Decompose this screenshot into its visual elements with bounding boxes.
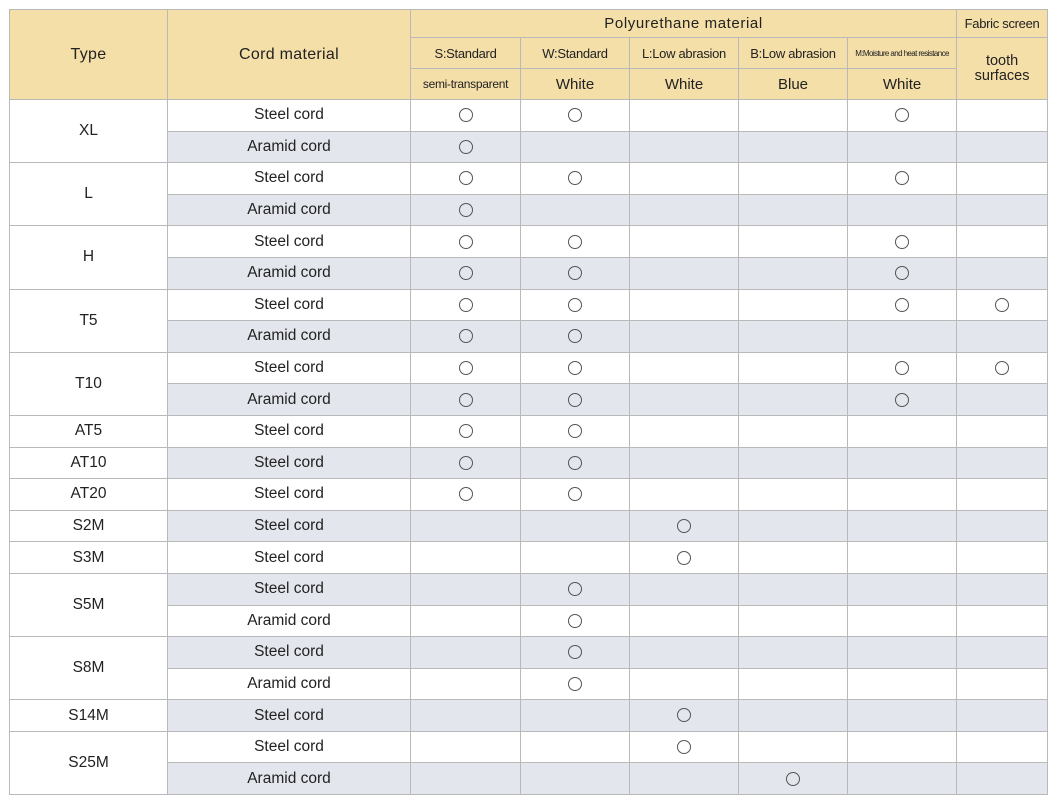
availability-cell xyxy=(848,573,957,605)
availability-cell xyxy=(848,194,957,226)
availability-cell xyxy=(411,289,521,321)
availability-cell xyxy=(848,321,957,353)
cord-material-cell: Steel cord xyxy=(168,731,411,763)
availability-cell xyxy=(411,257,521,289)
available-circle-icon xyxy=(995,298,1009,312)
availability-cell xyxy=(411,668,521,700)
availability-cell xyxy=(739,131,848,163)
availability-cell xyxy=(848,415,957,447)
availability-cell xyxy=(739,289,848,321)
available-circle-icon xyxy=(459,456,473,470)
cord-material-cell: Aramid cord xyxy=(168,605,411,637)
availability-cell xyxy=(957,415,1048,447)
available-circle-icon xyxy=(459,298,473,312)
cord-material-cell: Steel cord xyxy=(168,542,411,574)
availability-cell xyxy=(521,763,630,795)
availability-cell xyxy=(630,447,739,479)
belt-type-cell: T5 xyxy=(10,289,168,352)
availability-cell xyxy=(411,573,521,605)
cord-material-cell: Steel cord xyxy=(168,479,411,511)
availability-cell xyxy=(848,700,957,732)
availability-cell xyxy=(739,542,848,574)
cord-material-cell: Aramid cord xyxy=(168,194,411,226)
availability-cell xyxy=(521,352,630,384)
availability-cell xyxy=(521,510,630,542)
availability-cell xyxy=(411,605,521,637)
belt-type-cell: AT5 xyxy=(10,415,168,447)
table-row xyxy=(10,573,1048,605)
availability-cell xyxy=(630,731,739,763)
availability-cell xyxy=(521,289,630,321)
available-circle-icon xyxy=(459,203,473,217)
availability-cell xyxy=(848,226,957,258)
availability-cell xyxy=(848,542,957,574)
availability-cell xyxy=(630,700,739,732)
availability-cell xyxy=(739,194,848,226)
availability-cell xyxy=(848,163,957,195)
availability-cell xyxy=(521,321,630,353)
availability-cell xyxy=(957,289,1048,321)
availability-cell xyxy=(521,100,630,132)
belt-type-cell: S14M xyxy=(10,700,168,732)
available-circle-icon xyxy=(895,171,909,185)
available-circle-icon xyxy=(459,329,473,343)
availability-cell xyxy=(739,700,848,732)
belt-type-cell: S25M xyxy=(10,731,168,794)
availability-cell xyxy=(630,131,739,163)
availability-cell xyxy=(521,163,630,195)
available-circle-icon xyxy=(568,266,582,280)
availability-cell xyxy=(630,763,739,795)
availability-cell xyxy=(739,352,848,384)
availability-cell xyxy=(957,637,1048,669)
available-circle-icon xyxy=(677,740,691,754)
available-circle-icon xyxy=(677,519,691,533)
availability-cell xyxy=(411,163,521,195)
belt-type-cell: S3M xyxy=(10,542,168,574)
availability-cell xyxy=(739,321,848,353)
tooth-surfaces-header: tooth surfaces xyxy=(957,38,1048,100)
available-circle-icon xyxy=(459,487,473,501)
available-circle-icon xyxy=(895,266,909,280)
available-circle-icon xyxy=(568,361,582,375)
available-circle-icon xyxy=(677,708,691,722)
availability-cell xyxy=(411,194,521,226)
available-circle-icon xyxy=(895,108,909,122)
availability-cell xyxy=(521,131,630,163)
cord-material-cell: Steel cord xyxy=(168,415,411,447)
availability-cell xyxy=(630,100,739,132)
table-row xyxy=(10,637,1048,669)
available-circle-icon xyxy=(568,582,582,596)
belt-type-cell: S5M xyxy=(10,573,168,636)
availability-cell xyxy=(957,573,1048,605)
cord-material-cell: Steel cord xyxy=(168,226,411,258)
available-circle-icon xyxy=(568,298,582,312)
available-circle-icon xyxy=(568,108,582,122)
cord-material-cell: Steel cord xyxy=(168,352,411,384)
material-m-moisture-heat-header: M:Moisture and heat resistance xyxy=(848,38,957,69)
availability-cell xyxy=(848,352,957,384)
availability-cell xyxy=(957,605,1048,637)
availability-cell xyxy=(957,668,1048,700)
availability-cell xyxy=(630,573,739,605)
availability-cell xyxy=(521,542,630,574)
availability-cell xyxy=(521,637,630,669)
availability-cell xyxy=(411,731,521,763)
availability-cell xyxy=(521,700,630,732)
availability-cell xyxy=(957,479,1048,511)
available-circle-icon xyxy=(786,772,800,786)
availability-cell xyxy=(521,384,630,416)
material-b-low-abrasion-header: B:Low abrasion xyxy=(739,38,848,69)
availability-cell xyxy=(739,605,848,637)
availability-cell xyxy=(521,573,630,605)
belt-type-cell: XL xyxy=(10,100,168,163)
available-circle-icon xyxy=(459,171,473,185)
belt-type-cell: AT10 xyxy=(10,447,168,479)
available-circle-icon xyxy=(459,108,473,122)
availability-cell xyxy=(411,510,521,542)
availability-cell xyxy=(957,352,1048,384)
available-circle-icon xyxy=(568,645,582,659)
availability-cell xyxy=(739,668,848,700)
table-body xyxy=(10,100,1048,795)
table-row xyxy=(10,510,1048,542)
availability-cell xyxy=(957,510,1048,542)
polyurethane-material-header: Polyurethane material xyxy=(411,10,957,38)
availability-cell xyxy=(411,637,521,669)
availability-cell xyxy=(848,763,957,795)
availability-cell xyxy=(739,226,848,258)
available-circle-icon xyxy=(459,361,473,375)
available-circle-icon xyxy=(459,235,473,249)
table-row xyxy=(10,731,1048,763)
availability-cell xyxy=(630,605,739,637)
cord-material-cell: Steel cord xyxy=(168,510,411,542)
cord-material-cell: Steel cord xyxy=(168,163,411,195)
availability-cell xyxy=(411,542,521,574)
available-circle-icon xyxy=(895,393,909,407)
availability-cell xyxy=(957,226,1048,258)
available-circle-icon xyxy=(568,424,582,438)
availability-cell xyxy=(630,163,739,195)
cord-material-cell: Aramid cord xyxy=(168,763,411,795)
material-b-color: Blue xyxy=(739,69,848,100)
available-circle-icon xyxy=(895,361,909,375)
availability-cell xyxy=(848,605,957,637)
availability-cell xyxy=(739,447,848,479)
cord-material-cell: Steel cord xyxy=(168,447,411,479)
cord-material-cell: Steel cord xyxy=(168,289,411,321)
belt-type-cell: H xyxy=(10,226,168,289)
availability-cell xyxy=(630,479,739,511)
availability-cell xyxy=(630,384,739,416)
availability-cell xyxy=(739,763,848,795)
availability-cell xyxy=(848,289,957,321)
cord-material-cell: Steel cord xyxy=(168,700,411,732)
availability-cell xyxy=(521,257,630,289)
belt-type-cell: AT20 xyxy=(10,479,168,511)
availability-cell xyxy=(848,479,957,511)
availability-cell xyxy=(848,384,957,416)
availability-cell xyxy=(957,763,1048,795)
availability-cell xyxy=(957,731,1048,763)
availability-cell xyxy=(848,731,957,763)
availability-cell xyxy=(521,605,630,637)
availability-cell xyxy=(411,384,521,416)
available-circle-icon xyxy=(459,424,473,438)
availability-cell xyxy=(411,226,521,258)
fabric-screen-header: Fabric screen xyxy=(957,10,1048,38)
compatibility-table xyxy=(9,9,1048,795)
availability-cell xyxy=(739,479,848,511)
material-m-color: White xyxy=(848,69,957,100)
belt-type-cell: L xyxy=(10,163,168,226)
availability-cell xyxy=(957,542,1048,574)
material-l-low-abrasion-header: L:Low abrasion xyxy=(630,38,739,69)
material-l-color: White xyxy=(630,69,739,100)
available-circle-icon xyxy=(677,551,691,565)
availability-cell xyxy=(739,731,848,763)
availability-cell xyxy=(630,257,739,289)
availability-cell xyxy=(411,352,521,384)
availability-cell xyxy=(848,100,957,132)
availability-cell xyxy=(848,131,957,163)
availability-cell xyxy=(630,352,739,384)
availability-cell xyxy=(521,194,630,226)
available-circle-icon xyxy=(568,393,582,407)
availability-cell xyxy=(739,384,848,416)
material-s-standard-header: S:Standard xyxy=(411,38,521,69)
availability-cell xyxy=(848,510,957,542)
available-circle-icon xyxy=(568,235,582,249)
cord-material-cell: Aramid cord xyxy=(168,384,411,416)
cord-material-cell: Steel cord xyxy=(168,637,411,669)
availability-cell xyxy=(411,415,521,447)
table-row xyxy=(10,100,1048,132)
availability-cell xyxy=(521,415,630,447)
belt-type-cell: T10 xyxy=(10,352,168,415)
availability-cell xyxy=(630,194,739,226)
availability-cell xyxy=(411,479,521,511)
availability-cell xyxy=(848,447,957,479)
table-header xyxy=(10,10,1048,100)
available-circle-icon xyxy=(995,361,1009,375)
material-s-color: semi-transparent xyxy=(411,69,521,100)
availability-cell xyxy=(848,257,957,289)
cord-material-cell: Aramid cord xyxy=(168,257,411,289)
cord-material-cell: Aramid cord xyxy=(168,668,411,700)
availability-cell xyxy=(957,100,1048,132)
availability-cell xyxy=(411,763,521,795)
available-circle-icon xyxy=(568,456,582,470)
availability-cell xyxy=(521,226,630,258)
availability-cell xyxy=(630,542,739,574)
table-row xyxy=(10,542,1048,574)
availability-cell xyxy=(630,510,739,542)
available-circle-icon xyxy=(895,298,909,312)
material-w-standard-header: W:Standard xyxy=(521,38,630,69)
cord-material-cell: Aramid cord xyxy=(168,321,411,353)
availability-cell xyxy=(739,257,848,289)
availability-cell xyxy=(521,447,630,479)
table-row xyxy=(10,479,1048,511)
available-circle-icon xyxy=(459,140,473,154)
availability-cell xyxy=(630,226,739,258)
availability-cell xyxy=(957,321,1048,353)
availability-cell xyxy=(957,700,1048,732)
available-circle-icon xyxy=(568,329,582,343)
available-circle-icon xyxy=(568,487,582,501)
availability-cell xyxy=(957,131,1048,163)
availability-cell xyxy=(848,668,957,700)
availability-cell xyxy=(957,194,1048,226)
available-circle-icon xyxy=(568,171,582,185)
availability-cell xyxy=(957,257,1048,289)
table-row xyxy=(10,226,1048,258)
availability-cell xyxy=(739,573,848,605)
availability-cell xyxy=(521,479,630,511)
cord-material-cell: Steel cord xyxy=(168,100,411,132)
available-circle-icon xyxy=(459,393,473,407)
availability-cell xyxy=(411,100,521,132)
table-row xyxy=(10,352,1048,384)
table-row xyxy=(10,163,1048,195)
belt-type-cell: S2M xyxy=(10,510,168,542)
availability-cell xyxy=(739,415,848,447)
availability-cell xyxy=(411,321,521,353)
cord-material-cell: Steel cord xyxy=(168,573,411,605)
available-circle-icon xyxy=(568,614,582,628)
cord-material-cell: Aramid cord xyxy=(168,131,411,163)
availability-cell xyxy=(521,731,630,763)
availability-cell xyxy=(411,131,521,163)
availability-cell xyxy=(630,668,739,700)
availability-cell xyxy=(630,637,739,669)
availability-cell xyxy=(739,163,848,195)
table-row xyxy=(10,289,1048,321)
availability-cell xyxy=(739,100,848,132)
material-w-color: White xyxy=(521,69,630,100)
availability-cell xyxy=(630,321,739,353)
availability-cell xyxy=(521,668,630,700)
availability-cell xyxy=(630,289,739,321)
availability-cell xyxy=(630,415,739,447)
cord-material-column-header: Cord material xyxy=(168,10,411,100)
availability-cell xyxy=(739,510,848,542)
table-row xyxy=(10,447,1048,479)
available-circle-icon xyxy=(459,266,473,280)
availability-cell xyxy=(739,637,848,669)
type-column-header: Type xyxy=(10,10,168,100)
availability-cell xyxy=(957,163,1048,195)
table-row xyxy=(10,700,1048,732)
availability-cell xyxy=(848,637,957,669)
available-circle-icon xyxy=(895,235,909,249)
availability-cell xyxy=(957,447,1048,479)
table-row xyxy=(10,415,1048,447)
belt-type-cell: S8M xyxy=(10,637,168,700)
availability-cell xyxy=(957,384,1048,416)
available-circle-icon xyxy=(568,677,582,691)
availability-cell xyxy=(411,447,521,479)
availability-cell xyxy=(411,700,521,732)
